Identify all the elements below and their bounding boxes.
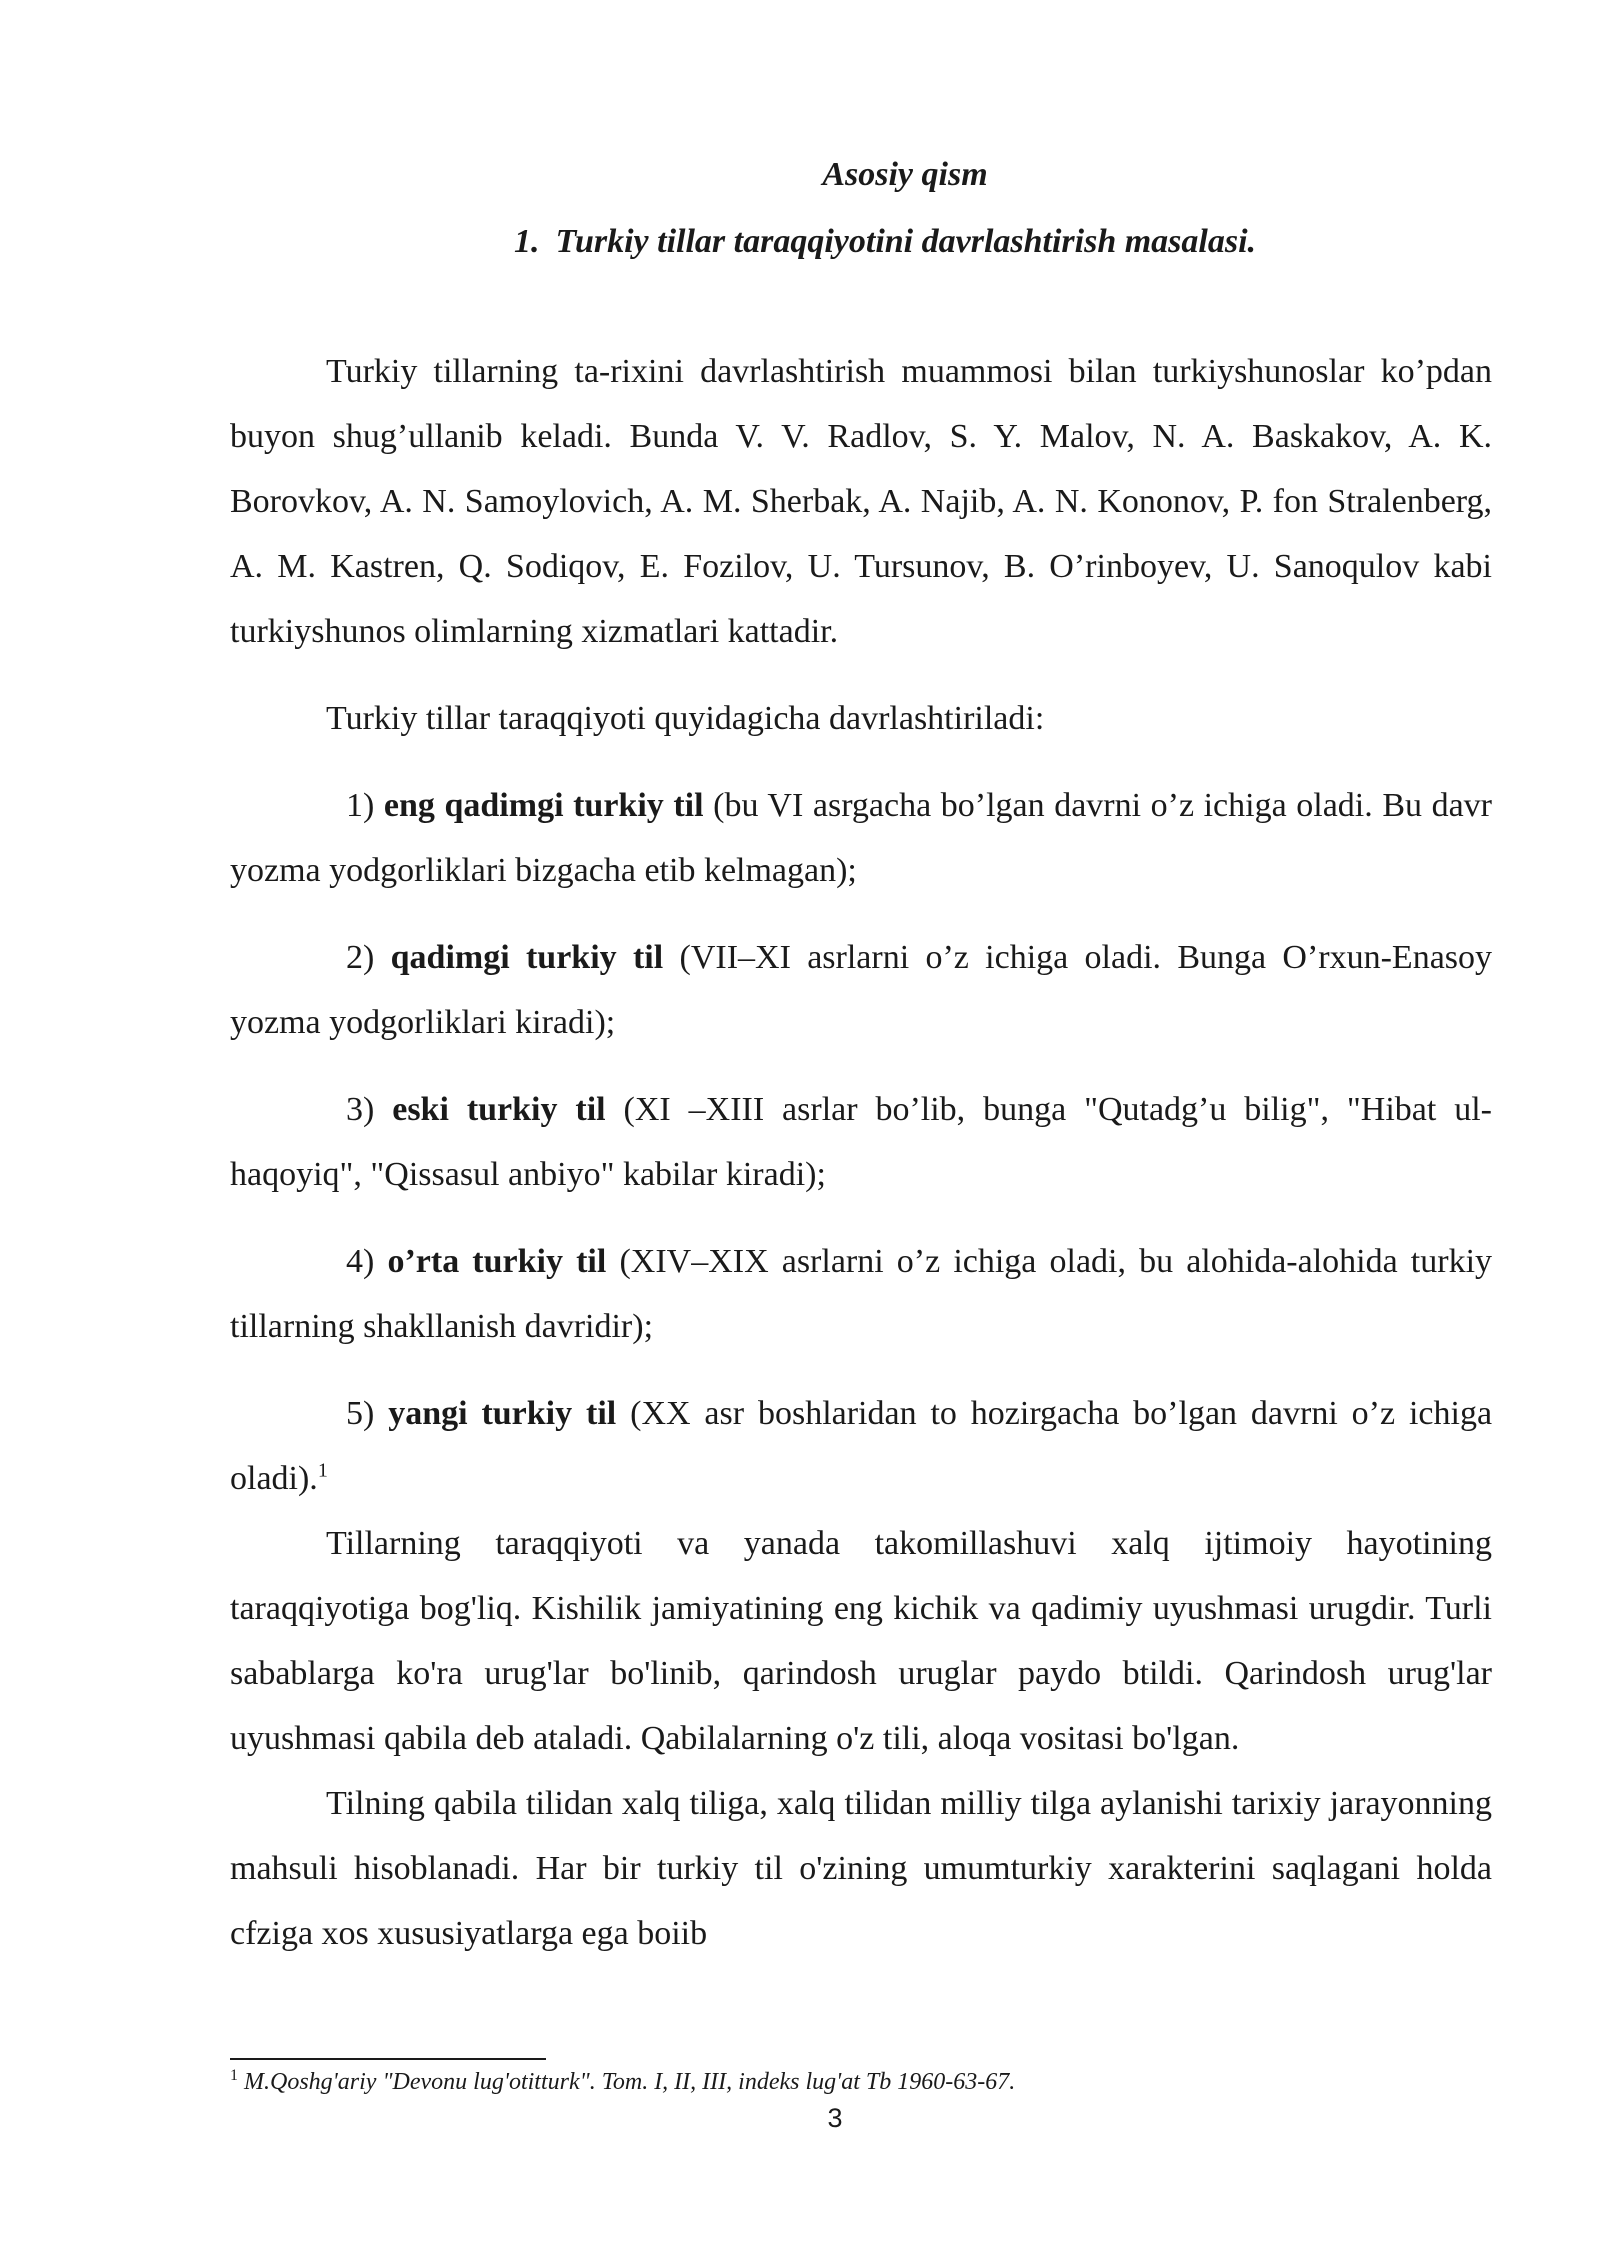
body-text — [230, 339, 1492, 1966]
period-term: o’rta turkiy til — [387, 1243, 607, 1280]
period-term: eski turkiy til — [392, 1091, 606, 1128]
period-item-1 — [230, 773, 1492, 903]
period-item-4 — [230, 1229, 1492, 1359]
footnote-text: M.Qoshg'ariy "Devonu lug'otitturk". Tom. I, II, III, indeks lug'at Tb 1960-63-67. — [244, 2069, 1016, 2095]
section-heading — [0, 222, 1600, 262]
footnote-marker: 1 — [230, 2067, 238, 2084]
period-description: (VII–XI asrlarni o’z ichiga oladi. Bunga O’rxun-Enasoy yozma yodgorliklari kiradi); — [230, 939, 1493, 1041]
footnote-reference[interactable]: 1 — [317, 1459, 328, 1482]
period-item-2 — [230, 925, 1492, 1055]
period-term: eng qadimgi turkiy til — [383, 787, 704, 824]
paragraph-intro: Turkiy tillarning ta-rixini davrlashtirish muammosi bilan turkiyshunoslar ko’pdan buyon shug’ullanib keladi. Bunda V. V. Radlov, S. Y. Malov, N. A. Baskakov, A. K. Borovkov, A. N. Samoylovich, A. M. Sherbak, A. Najib, A. N. Kononov, P. fon Stralenberg, A. M. Kastren, Q. Sodiqov, E. Fozilov, U. Tursunov, B. O’rinboyev, U. Sanoqulov kabi turkiyshunos olimlarning xizmatlari kattadir. — [230, 353, 1492, 650]
period-term: yangi turkiy til — [388, 1395, 617, 1432]
period-item-5 — [230, 1381, 1492, 1511]
period-number: 5) — [346, 1395, 375, 1432]
period-description: (XI –XIII asrlar bo’lib, bunga "Qutadg’u bilig", "Hibat ul-haqoyiq", "Qissasul anbiyo" kabilar kiradi); — [230, 1091, 1492, 1193]
page-number: 3 — [827, 2103, 843, 2133]
section-number: 1. — [513, 223, 540, 260]
main-heading: Asosiy qism — [822, 156, 988, 193]
paragraph-development: Tillarning taraqqiyoti va yanada takomillashuvi xalq ijtimoiy hayotining taraqqiyotiga bog'liq. Kishilik jamiyatining eng kichik va qadimiy uyushmasi urugdir. Turli sabablarga ko'ra urug'lar bo'linib, qarindosh uruglar paydo btildi. Qarindosh urug'lar uyushmasi qabila deb ataladi. Qabilalarning o'z tili, aloqa vositasi bo'lgan. — [230, 1525, 1492, 1757]
period-description: (bu VI asrgacha bo’lgan davrni o’z ichiga oladi. Bu davr yozma yodgorliklari bizgacha etib kelmagan); — [230, 787, 1492, 889]
paragraph-lead: Turkiy tillar taraqqiyoti quyidagicha davrlashtiriladi: — [326, 700, 1045, 737]
period-description: (XX asr boshlaridan to hozirgacha bo’lgan davrni o’z ichiga oladi). — [230, 1395, 1493, 1497]
period-number: 4) — [346, 1243, 375, 1280]
footnote — [230, 2066, 1492, 2098]
period-number: 2) — [346, 939, 375, 976]
paragraph-final: Tilning qabila tilidan xalq tiliga, xalq tilidan milliy tilga aylanishi tarixiy jarayonning mahsuli hisoblanadi. Har bir turkiy til o'zining umumturkiy xarakterini saqlagani holda cfziga xos xususiyatlarga ega boiib — [230, 1785, 1492, 1952]
period-item-3 — [230, 1077, 1492, 1207]
period-term: qadimgi turkiy til — [390, 939, 664, 976]
footnote-divider — [230, 2058, 546, 2060]
period-number: 3) — [346, 1091, 375, 1128]
period-number: 1) — [346, 787, 375, 824]
section-title: Turkiy tillar taraqqiyotini davrlashtirish masalasi. — [555, 223, 1257, 260]
period-description: (XIV–XIX asrlarni o’z ichiga oladi, bu alohida-alohida turkiy tillarning shakllanish davridir); — [230, 1243, 1493, 1345]
